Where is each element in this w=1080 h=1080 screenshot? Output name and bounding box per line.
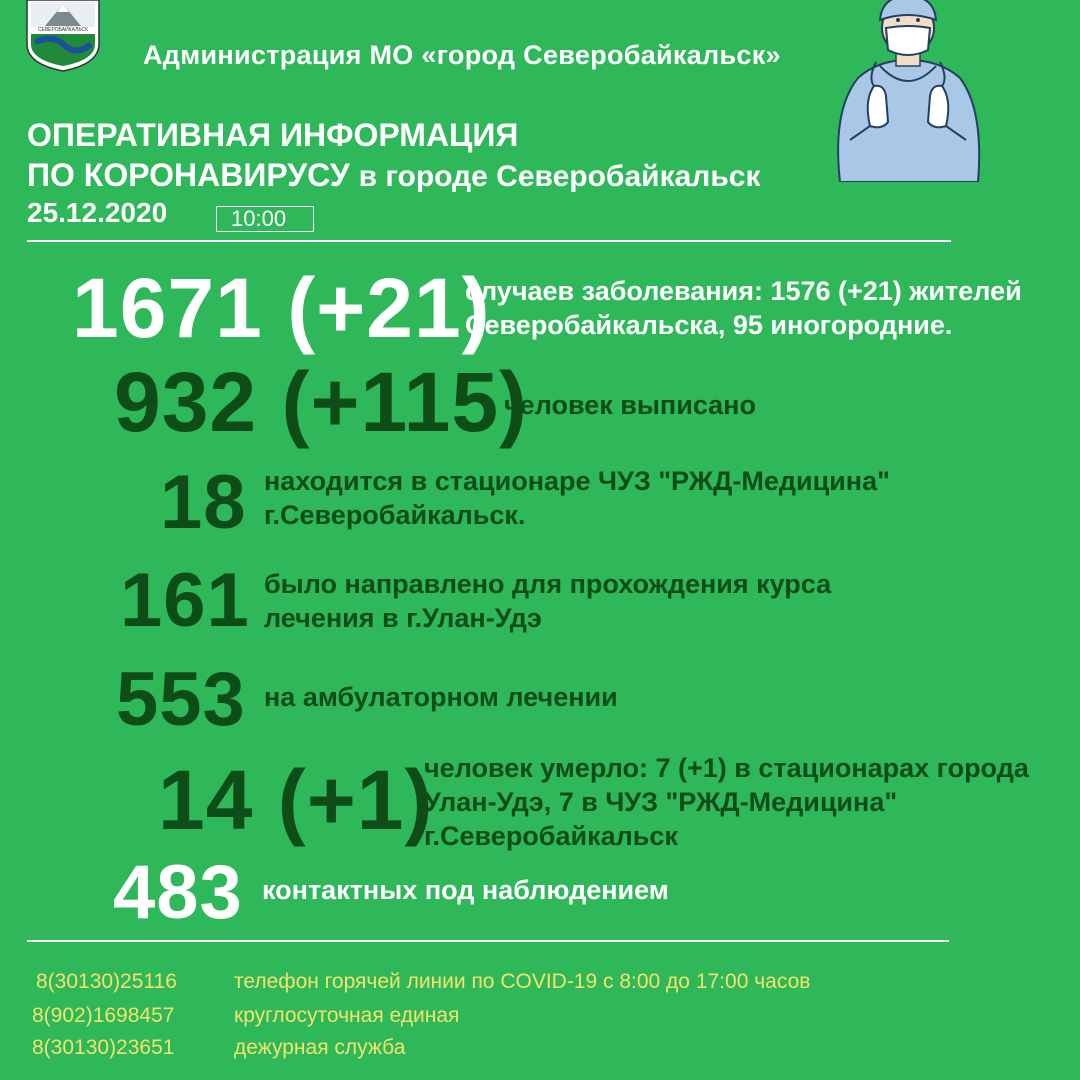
stat-hospital-number: 18 — [160, 460, 247, 545]
stat-ulanude-text — [264, 567, 831, 635]
stat-hospital-text-line2: г.Северобайкальск. — [264, 500, 526, 530]
stat-hospital-text-line1: находится в стационаре ЧУЗ "РЖД-Медицина" — [264, 466, 890, 496]
emblem-text: СЕВЕРОБАЙКАЛЬСК — [37, 27, 89, 33]
phone-hotline-label: телефон горячей линии по COVID-19 с 8:00 до 17:00 часов — [234, 970, 811, 993]
stat-discharged-text: человек выписано — [504, 390, 756, 420]
stat-contacts-text: контактных под наблюдением — [262, 875, 669, 905]
stat-deaths-text-line1: человек умерло: 7 (+1) в стационарах города — [424, 753, 1029, 783]
stat-cases-text-line1: случаев заболевания: 1576 (+21) жителей — [465, 276, 1022, 306]
stat-ulanude-text-line2: лечения в г.Улан-Удэ — [264, 603, 542, 633]
title-line2-suffix: в городе Северобайкальск — [358, 160, 761, 193]
stat-cases-text-line2: Северобайкальска, 95 иногородние. — [465, 310, 953, 340]
footer-divider — [27, 940, 949, 942]
stat-ulanude-number: 161 — [120, 558, 250, 643]
stat-cases-number: 1671 (+21) — [72, 261, 491, 355]
stat-contacts-number: 483 — [113, 850, 243, 935]
page-title-line2 — [27, 157, 760, 194]
stat-deaths-text-line2: Улан-Удэ, 7 в ЧУЗ "РЖД-Медицина" — [424, 787, 898, 817]
stat-deaths-text-line3: г.Северобайкальск — [424, 821, 678, 851]
phone-24h-label: круглосуточная единая — [234, 1004, 460, 1027]
page-title-line1: ОПЕРАТИВНАЯ ИНФОРМАЦИЯ — [27, 117, 519, 153]
stat-cases-text — [465, 274, 1022, 342]
doctor-icon — [828, 0, 988, 182]
stat-deaths-number: 14 (+1) — [158, 753, 434, 847]
stat-discharged-number: 932 (+115) — [114, 355, 529, 449]
report-date: 25.12.2020 — [27, 197, 168, 228]
stat-ulanude-text-line1: было направлено для прохождения курса — [264, 569, 832, 599]
administration-title: Администрация МО «город Северобайкальск» — [143, 40, 781, 70]
phone-duty-number[interactable]: 8(30130)23651 — [32, 1036, 175, 1059]
phone-duty-label: дежурная служба — [234, 1036, 406, 1059]
city-emblem — [25, 0, 101, 72]
stat-outpatient-number: 553 — [116, 657, 246, 742]
report-time: 10:00 — [216, 206, 314, 232]
title-line2-prefix: ПО КОРОНАВИРУСУ — [27, 157, 350, 193]
header-divider — [27, 240, 951, 242]
stat-hospital-text — [264, 464, 890, 532]
stat-deaths-text — [424, 751, 1029, 853]
stat-outpatient-text: на амбулаторном лечении — [264, 682, 618, 712]
phone-hotline-number[interactable]: 8(30130)25116 — [36, 970, 177, 993]
phone-24h-number[interactable]: 8(902)1698457 — [32, 1004, 175, 1027]
